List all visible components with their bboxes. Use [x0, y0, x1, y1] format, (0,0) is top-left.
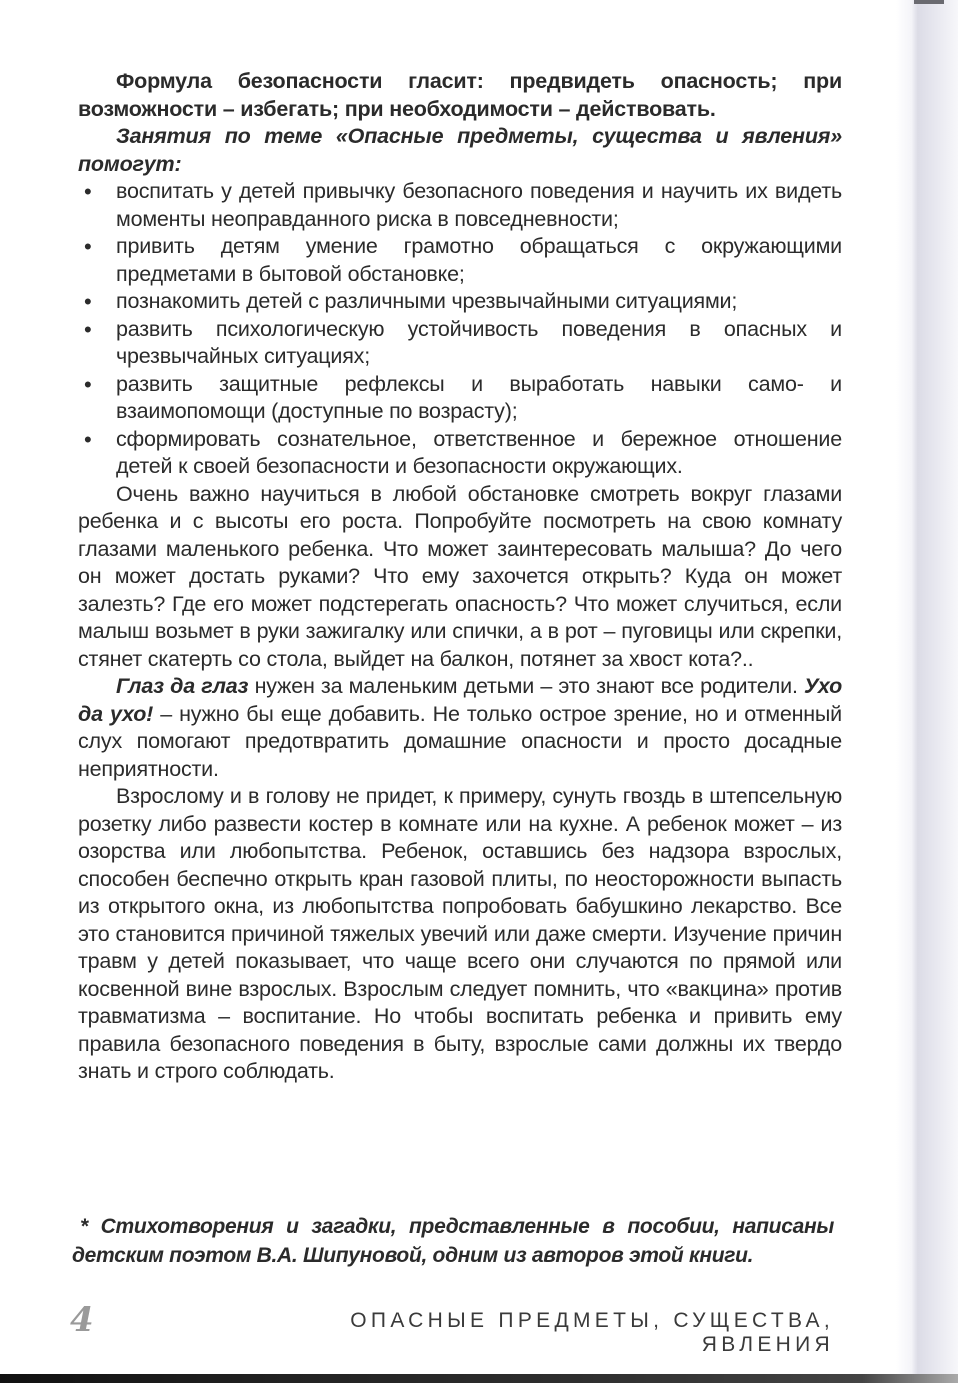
- topic-intro: Занятия по теме «Опасные предметы, существа и явления» помогут:: [78, 124, 842, 176]
- list-item: • сформировать сознательное, ответственное и бережное отношение детей к своей безопасности и безопасности окружающих.: [78, 426, 842, 481]
- paragraph-adults: Взрослому и в голову не придет, к примеру, сунуть гвоздь в штепсельную розетку либо развести костер в комнате или на кухне. А ребенок может – из озорства или любопытства. Ребенок, оставшись без надзора взрослых, способен беспечно открыть кран газовой плиты, по неосторожности выпасть из открытого окна, из любопытства попробовать бабушкино лекарство. Все это становится причиной тяжелых увечий или даже смерти. Изучение причин травм у детей показывает, что чаще всего они случаются по прямой или косвенной вине взрослых. Взрослым следует помнить, что «вакцина» против травматизма – воспитание. Но чтобы воспитать ребенка и привить ему правила безопасного поведения в быту, взрослые сами должны их твердо знать и строго соблюдать.: [78, 784, 842, 1083]
- list-item: • развить защитные рефлексы и выработать навыки само- и взаимопомощи (доступные по возрасту);: [78, 371, 842, 426]
- page-gutter-shadow: [896, 0, 958, 1383]
- paragraph-text: нужен за маленьким детьми – это знают все родители.: [248, 674, 805, 698]
- list-item: • воспитать у детей привычку безопасного поведения и научить их видеть моменты неоправданного риска в повседневности;: [78, 178, 842, 233]
- paragraph-text: – нужно бы еще добавить. Не только острое зрение, но и отменный слух помогают предотвратить домашние опасности и просто досадные неприятности.: [78, 701, 842, 781]
- paragraph-child-view: Очень важно научиться в любой обстановке смотреть вокруг глазами ребенка и с высоты его роста. Попробуйте посмотреть на свою комнату глазами маленького ребенка. Что может заинтересовать малыша? До чего он может достать руками? Что ему захочется открыть? Куда он может залезть? Где его может подстерегать опасность? Что может случиться, если малыш возьмет в руки зажигалку или спички, а в рот – пуговицы или скрепки, стянет скатерть со стола, выйдет на балкон, потянет за хвост кота?..: [78, 481, 842, 671]
- footnote: * Стихотворения и загадки, представленные в пособии, написаны детским поэтом В.А. Шипуновой, одним из авторов этой книги.: [72, 1215, 834, 1267]
- list-item: • привить детям умение грамотно обращаться с окружающими предметами в бытовой обстановке;: [78, 233, 842, 288]
- goals-list: [78, 178, 842, 481]
- page-body: [78, 68, 842, 1086]
- scan-edge: [0, 1374, 958, 1383]
- safety-formula: Формула безопасности гласит: предвидеть опасность; при возможности – избегать; при необходимости – действовать.: [78, 69, 842, 121]
- list-item: • познакомить детей с различными чрезвычайными ситуациями;: [78, 288, 842, 316]
- emphasis-ear: Ухо да ухо!: [78, 674, 842, 726]
- paragraph-eye-ear: [78, 673, 842, 783]
- list-item: • развить психологическую устойчивость поведения в опасных и чрезвычайных ситуациях;: [78, 316, 842, 371]
- running-title: ОПАСНЫЕ ПРЕДМЕТЫ, СУЩЕСТВА, ЯВЛЕНИЯ: [350, 1309, 834, 1356]
- page-number: 4: [70, 1300, 94, 1340]
- emphasis-eye: Глаз да глаз: [116, 674, 249, 698]
